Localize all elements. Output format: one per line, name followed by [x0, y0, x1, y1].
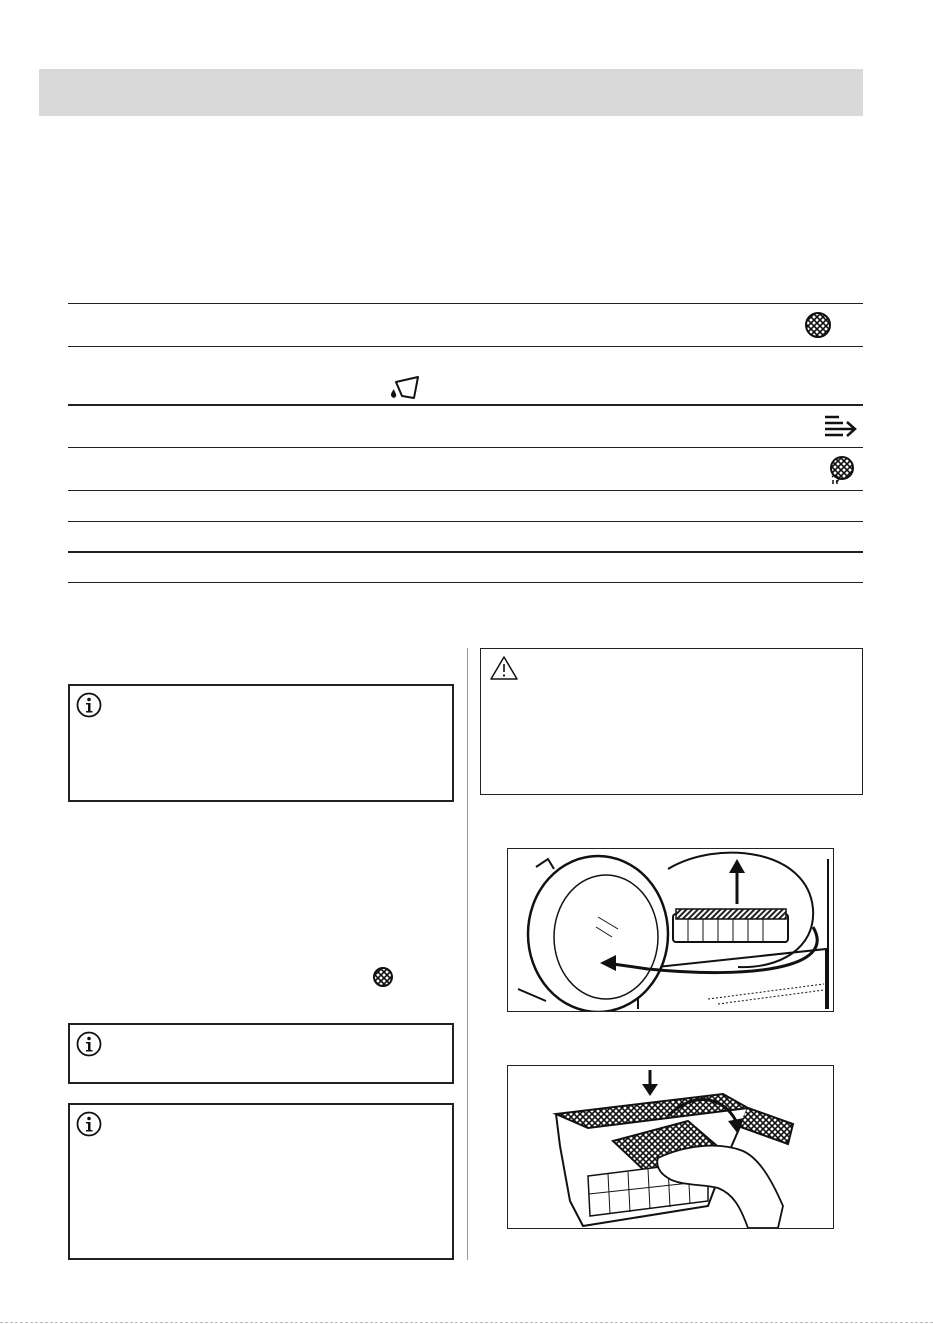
page-edge-rule	[0, 1322, 933, 1323]
time-arrow-icon	[823, 413, 857, 441]
info-icon	[76, 1031, 102, 1057]
filter-mesh-icon	[372, 966, 394, 988]
info-icon	[76, 1111, 102, 1137]
open-filter-illustration	[507, 1065, 834, 1229]
warning-triangle-icon	[489, 655, 519, 681]
column-divider	[467, 648, 468, 1260]
table-rule	[68, 521, 863, 522]
table-rule	[68, 490, 863, 491]
condenser-mesh-icon	[826, 455, 856, 485]
info-note-box	[68, 684, 454, 802]
table-rule	[68, 551, 863, 553]
water-container-pour-icon	[388, 372, 422, 402]
info-note-box	[68, 1023, 454, 1084]
filter-mesh-icon	[805, 311, 831, 339]
table-rule	[68, 346, 863, 347]
table-rule	[68, 582, 863, 583]
table-rule	[68, 404, 863, 406]
table-rule	[68, 303, 863, 304]
table-rule	[68, 447, 863, 448]
info-note-box	[68, 1103, 454, 1260]
info-icon	[76, 692, 102, 718]
remove-filter-from-door-illustration	[507, 848, 834, 1012]
section-header-bar	[39, 69, 863, 116]
warning-box	[480, 648, 863, 795]
